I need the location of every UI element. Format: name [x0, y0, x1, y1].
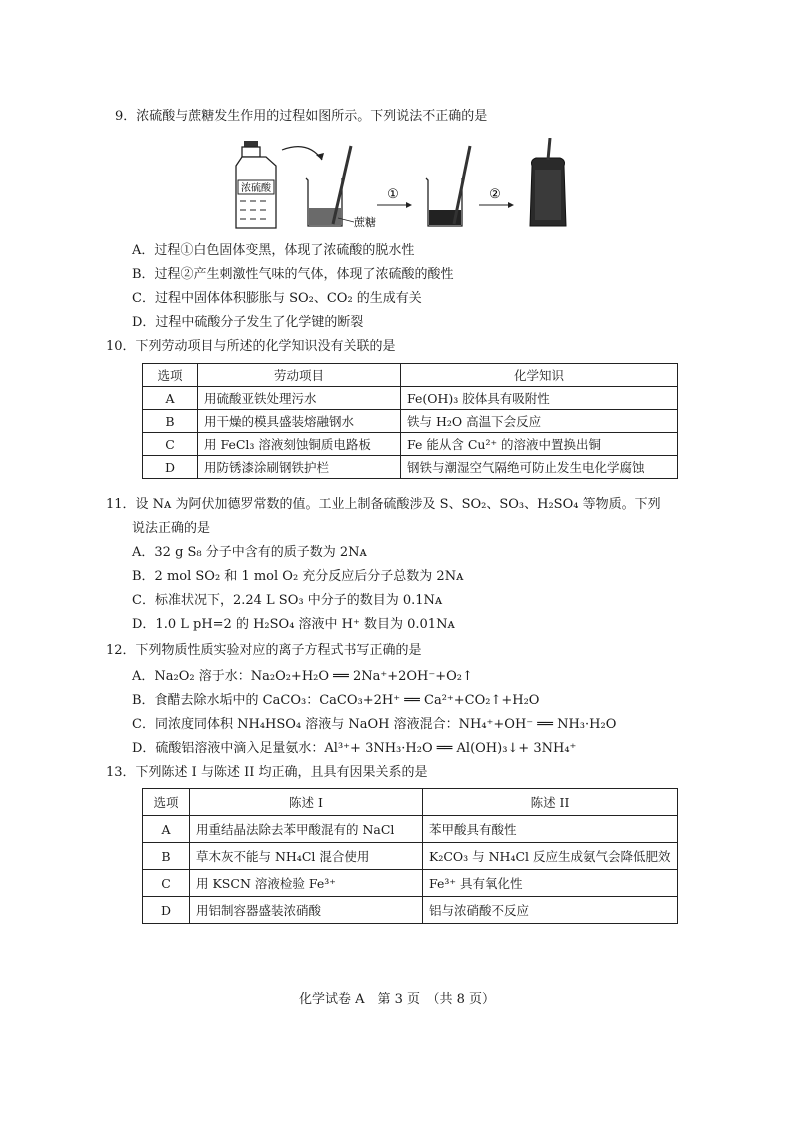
beaker-blackened	[426, 146, 470, 226]
sugar-label: 蔗糖	[354, 216, 376, 229]
table-cell: 钢铁与潮湿空气隔绝可防止发生电化学腐蚀	[401, 456, 678, 479]
step-1-label: ①	[387, 187, 399, 202]
q12-option-b: B．食醋去除水垢中的 CaCO₃：CaCO₃+2H⁺ ══ Ca²⁺+CO₂↑+H₂O	[132, 693, 540, 708]
table-cell: B	[143, 843, 190, 870]
table-cell: 苯甲酸具有酸性	[423, 816, 678, 843]
table-cell: 用防锈漆涂刷钢铁护栏	[198, 456, 401, 479]
table-cell: C	[143, 870, 190, 897]
table-cell: A	[143, 387, 198, 410]
table-header: 选项	[143, 789, 190, 816]
table-cell: 铁与 H₂O 高温下会反应	[401, 410, 678, 433]
table-cell: Fe³⁺ 具有氧化性	[423, 870, 678, 897]
table-cell: 用 FeCl₃ 溶液刻蚀铜质电路板	[198, 433, 401, 456]
table-row	[143, 897, 678, 924]
q13-table	[142, 788, 678, 924]
question-9-stem: 9．浓硫酸与蔗糖发生作用的过程如图所示。下列说法不正确的是	[115, 109, 488, 124]
step-2-label: ②	[489, 187, 501, 202]
table-cell: K₂CO₃ 与 NH₄Cl 反应生成氨气会降低肥效	[423, 843, 678, 870]
table-row	[143, 456, 678, 479]
table-cell: 用硫酸亚铁处理污水	[198, 387, 401, 410]
q11-option-d: D．1.0 L pH=2 的 H₂SO₄ 溶液中 H⁺ 数目为 0.01Nᴀ	[132, 617, 455, 632]
q11-option-c: C．标准状况下，2.24 L SO₃ 中分子的数目为 0.1Nᴀ	[132, 593, 443, 608]
beaker-with-sugar	[306, 146, 376, 229]
q9-option-a: A．过程①白色固体变黑，体现了浓硫酸的脱水性	[132, 243, 415, 258]
table-header: 陈述 I	[190, 789, 423, 816]
table-cell: 用铝制容器盛装浓硝酸	[190, 897, 423, 924]
table-cell: 用重结晶法除去苯甲酸混有的 NaCl	[190, 816, 423, 843]
q12-option-c: C．同浓度同体积 NH₄HSO₄ 溶液与 NaOH 溶液混合：NH₄⁺+OH⁻ ══ NH₃·H₂O	[132, 717, 617, 732]
reagent-bottle	[236, 141, 276, 228]
question-11-stem: 11．设 Nᴀ 为阿伏加德罗常数的值。工业上制备硫酸涉及 S、SO₂、SO₃、H₂SO₄ 等物质。下列 说法正确的是	[106, 497, 661, 536]
table-cell: Fe 能从含 Cu²⁺ 的溶液中置换出铜	[401, 433, 678, 456]
page-footer: 化学试卷 A 第 3 页 （共 8 页）	[298, 992, 496, 1007]
q9-option-b: B．过程②产生刺激性气味的气体，体现了浓硫酸的酸性	[132, 267, 454, 282]
table-cell: D	[143, 897, 190, 924]
table-cell: D	[143, 456, 198, 479]
table-header-row	[143, 789, 678, 816]
table-header-row	[143, 364, 678, 387]
table-row	[143, 870, 678, 897]
table-header: 劳动项目	[198, 364, 401, 387]
q12-option-a: A．Na₂O₂ 溶于水：Na₂O₂+H₂O ══ 2Na⁺+2OH⁻+O₂↑	[132, 669, 473, 684]
table-row	[143, 387, 678, 410]
table-row	[143, 843, 678, 870]
table-cell: C	[143, 433, 198, 456]
table-row	[143, 433, 678, 456]
table-row	[143, 816, 678, 843]
q9-option-c: C．过程中固体体积膨胀与 SO₂、CO₂ 的生成有关	[132, 291, 422, 306]
bottle-label: 浓硫酸	[241, 183, 271, 194]
sulfuric-acid-sugar-figure	[230, 138, 585, 234]
table-cell: 铝与浓硝酸不反应	[423, 897, 678, 924]
table-cell: 用干燥的模具盛装熔融钢水	[198, 410, 401, 433]
table-row	[143, 410, 678, 433]
table-cell: 用 KSCN 溶液检验 Fe³⁺	[190, 870, 423, 897]
table-cell: B	[143, 410, 198, 433]
pour-arrow	[282, 147, 322, 160]
table-header: 选项	[143, 364, 198, 387]
q11-option-a: A．32 g S₈ 分子中含有的质子数为 2Nᴀ	[132, 545, 367, 560]
q12-option-d: D．硫酸铝溶液中滴入足量氨水：Al³⁺+ 3NH₃·H₂O ══ Al(OH)₃↓+ 3NH₄⁺	[132, 741, 577, 756]
table-header: 化学知识	[401, 364, 678, 387]
table-header: 陈述 II	[423, 789, 678, 816]
carbon-column	[530, 138, 566, 226]
q9-option-d: D．过程中硫酸分子发生了化学键的断裂	[132, 315, 364, 330]
question-10-stem: 10．下列劳动项目与所述的化学知识没有关联的是	[106, 339, 396, 354]
question-12-stem: 12．下列物质性质实验对应的离子方程式书写正确的是	[106, 643, 422, 658]
table-cell: A	[143, 816, 190, 843]
table-cell: 草木灰不能与 NH₄Cl 混合使用	[190, 843, 423, 870]
q11-option-b: B．2 mol SO₂ 和 1 mol O₂ 充分反应后分子总数为 2Nᴀ	[132, 569, 464, 584]
table-cell: Fe(OH)₃ 胶体具有吸附性	[401, 387, 678, 410]
q10-table	[142, 363, 678, 479]
question-13-stem: 13．下列陈述 I 与陈述 II 均正确，且具有因果关系的是	[106, 765, 428, 780]
